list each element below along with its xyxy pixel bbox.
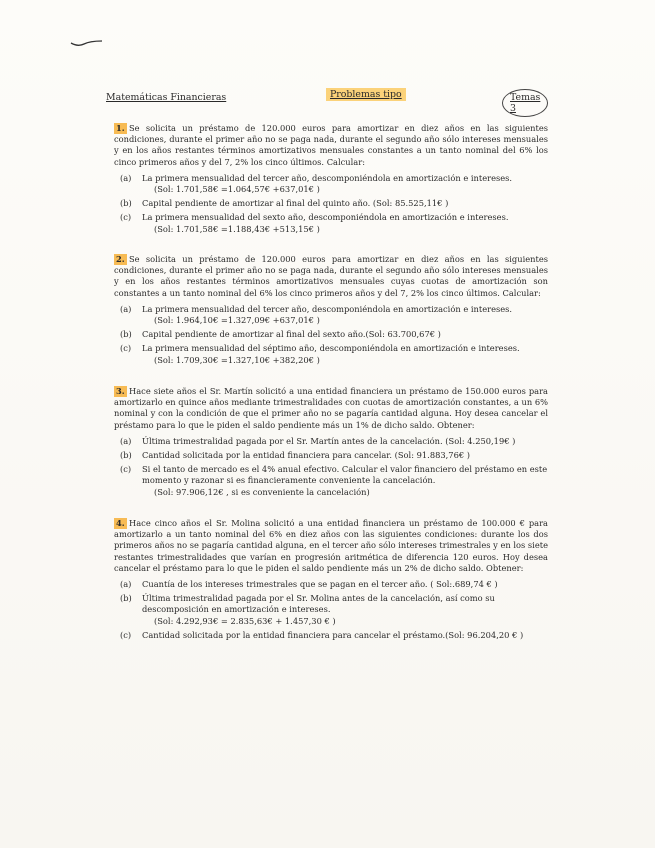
subject-title: Matemáticas Financieras: [106, 92, 227, 103]
problem-part: [114, 630, 548, 641]
part-label: (c): [120, 464, 132, 475]
problem-part: [114, 579, 548, 590]
part-label: (a): [120, 579, 132, 590]
problem-statement: Se solicita un préstamo de 120.000 euros para amortizar en diez años en las siguientes condiciones, durante el primer año no se paga nada, durante el segundo año sólo intereses mensuales y en los años restantes términos amortizativos mensuales cuyas cuotas de amortización son constantes a un tanto nominal del 6% los cinco primeros años y del 7, 2% los cinco últimos. Calcular:: [114, 254, 548, 298]
part-text: Última trimestralidad pagada por el Sr. Martín antes de la cancelación. (Sol: 4.250,19€ ): [142, 435, 516, 446]
part-text: La primera mensualidad del sexto año, descomponiéndola en amortización e intereses.: [142, 212, 509, 223]
part-text: Última trimestralidad pagada por el Sr. Molina antes de la cancelación, así como su descomposición en amortización e intereses.: [142, 593, 495, 615]
part-text: La primera mensualidad del tercer año, descomponiéndola en amortización e intereses.: [142, 172, 513, 183]
problem-part: [114, 304, 548, 326]
part-text: Si el tanto de mercado es el 4% anual efectivo. Calcular el valor financiero del préstamo en este momento y razonar si es financieramente conveniente la cancelación.: [142, 464, 548, 486]
part-solution: (Sol: 1.701,58€ =1.064,57€ +637,01€ ): [154, 184, 320, 195]
page-header: [106, 88, 548, 114]
part-solution: (Sol: 1.964,10€ =1.327,09€ +637,01€ ): [154, 315, 320, 326]
part-solution: (Sol: 4.292,93€ = 2.835,63€ + 1.457,30 € ): [154, 615, 336, 626]
problem-part: [114, 329, 548, 340]
part-label: (a): [120, 303, 132, 314]
part-label: (a): [120, 435, 132, 446]
problem-number: 3.: [116, 386, 125, 396]
part-label: (c): [120, 629, 132, 640]
problem-parts: [114, 436, 548, 498]
part-text: Cantidad solicitada por la entidad financiera para cancelar el préstamo.(Sol: 96.204,20 € ): [142, 629, 524, 640]
problem-part: [114, 198, 548, 209]
problem-statement: Se solicita un préstamo de 120.000 euros para amortizar en diez años en las siguientes condiciones, durante el primer año no se paga nada, durante el segundo año sólo intereses mensuales y en los años restantes términos amortizativos mensuales constantes a un tanto nominal del 6% los cinco primeros años y del 7, 2% los cinco últimos. Calcular:: [114, 123, 548, 167]
problem-parts: [114, 579, 548, 641]
part-text: La primera mensualidad del séptimo año, descomponiéndola en amortización e intereses.: [142, 343, 520, 354]
part-label: (b): [120, 593, 132, 604]
topic-badge: Temas 3: [502, 89, 548, 117]
part-label: (b): [120, 329, 132, 340]
problem-number: 4.: [116, 518, 125, 528]
problem-part: [114, 436, 548, 447]
problem-4: [114, 518, 548, 644]
problem-part: [114, 464, 548, 498]
part-solution: (Sol: 1.709,30€ =1.327,10€ +382,20€ ): [154, 354, 320, 365]
part-label: (b): [120, 450, 132, 461]
part-text: Cantidad solicitada por la entidad financiera para cancelar. (Sol: 91.883,76€ ): [142, 450, 471, 461]
problem-part: [114, 212, 548, 234]
pen-mark-scribble: [70, 38, 104, 48]
part-text: Cuantía de los intereses trimestrales que se pagan en el tercer año. ( Sol:.689,74 € ): [142, 579, 498, 590]
problem-2: [114, 254, 548, 369]
section-title: Problemas tipo: [326, 88, 406, 101]
problem-part: [114, 450, 548, 461]
problem-number: 2.: [116, 254, 125, 264]
part-solution: (Sol: 1.701,58€ =1.188,43€ +513,15€ ): [154, 223, 320, 234]
problem-3: [114, 386, 548, 501]
part-label: (c): [120, 212, 132, 223]
problem-parts: [114, 173, 548, 235]
problem-part: [114, 593, 548, 627]
problem-number: 1.: [116, 123, 125, 133]
problem-part: [114, 343, 548, 365]
part-label: (b): [120, 198, 132, 209]
part-text: Capital pendiente de amortizar al final del quinto año. (Sol: 85.525,11€ ): [142, 198, 449, 209]
problem-statement: Hace siete años el Sr. Martín solicitó a una entidad financiera un préstamo de 150.000 euros para amortizarlo en quince años mediante trimestralidades con cuotas de amortización constantes, a un 6% nominal y con la condición de que el primer año no se pagaría cantidad alguna. Hoy desea cancelar el préstamo para lo que le piden el saldo pendiente más un 1% de dicho saldo. Obtener:: [114, 386, 548, 430]
problem-statement: Hace cinco años el Sr. Molina solicitó a una entidad financiera un préstamo de 100.000 € para amortizarlo a un tanto nominal del 6% en diez años con las siguientes condiciones: durante los dos primeros años no se pagaría cantidad alguna, en el tercer año sólo intereses trimestrales y en los siete restantes trimestralidades que varían en progresión aritmética de diferencia 120 euros. Hoy desea cancelar el préstamo para lo que le piden el saldo pendiente más un 2% de dicho saldo. Obtener:: [114, 518, 548, 573]
problem-parts: [114, 304, 548, 366]
part-label: (c): [120, 343, 132, 354]
part-text: Capital pendiente de amortizar al final del sexto año.(Sol: 63.700,67€ ): [142, 329, 441, 340]
part-solution: (Sol: 97.906,12€ , si es conveniente la cancelación): [154, 486, 370, 497]
problem-1: [114, 123, 548, 238]
part-label: (a): [120, 172, 132, 183]
part-text: La primera mensualidad del tercer año, descomponiéndola en amortización e intereses.: [142, 303, 513, 314]
problem-part: [114, 173, 548, 195]
